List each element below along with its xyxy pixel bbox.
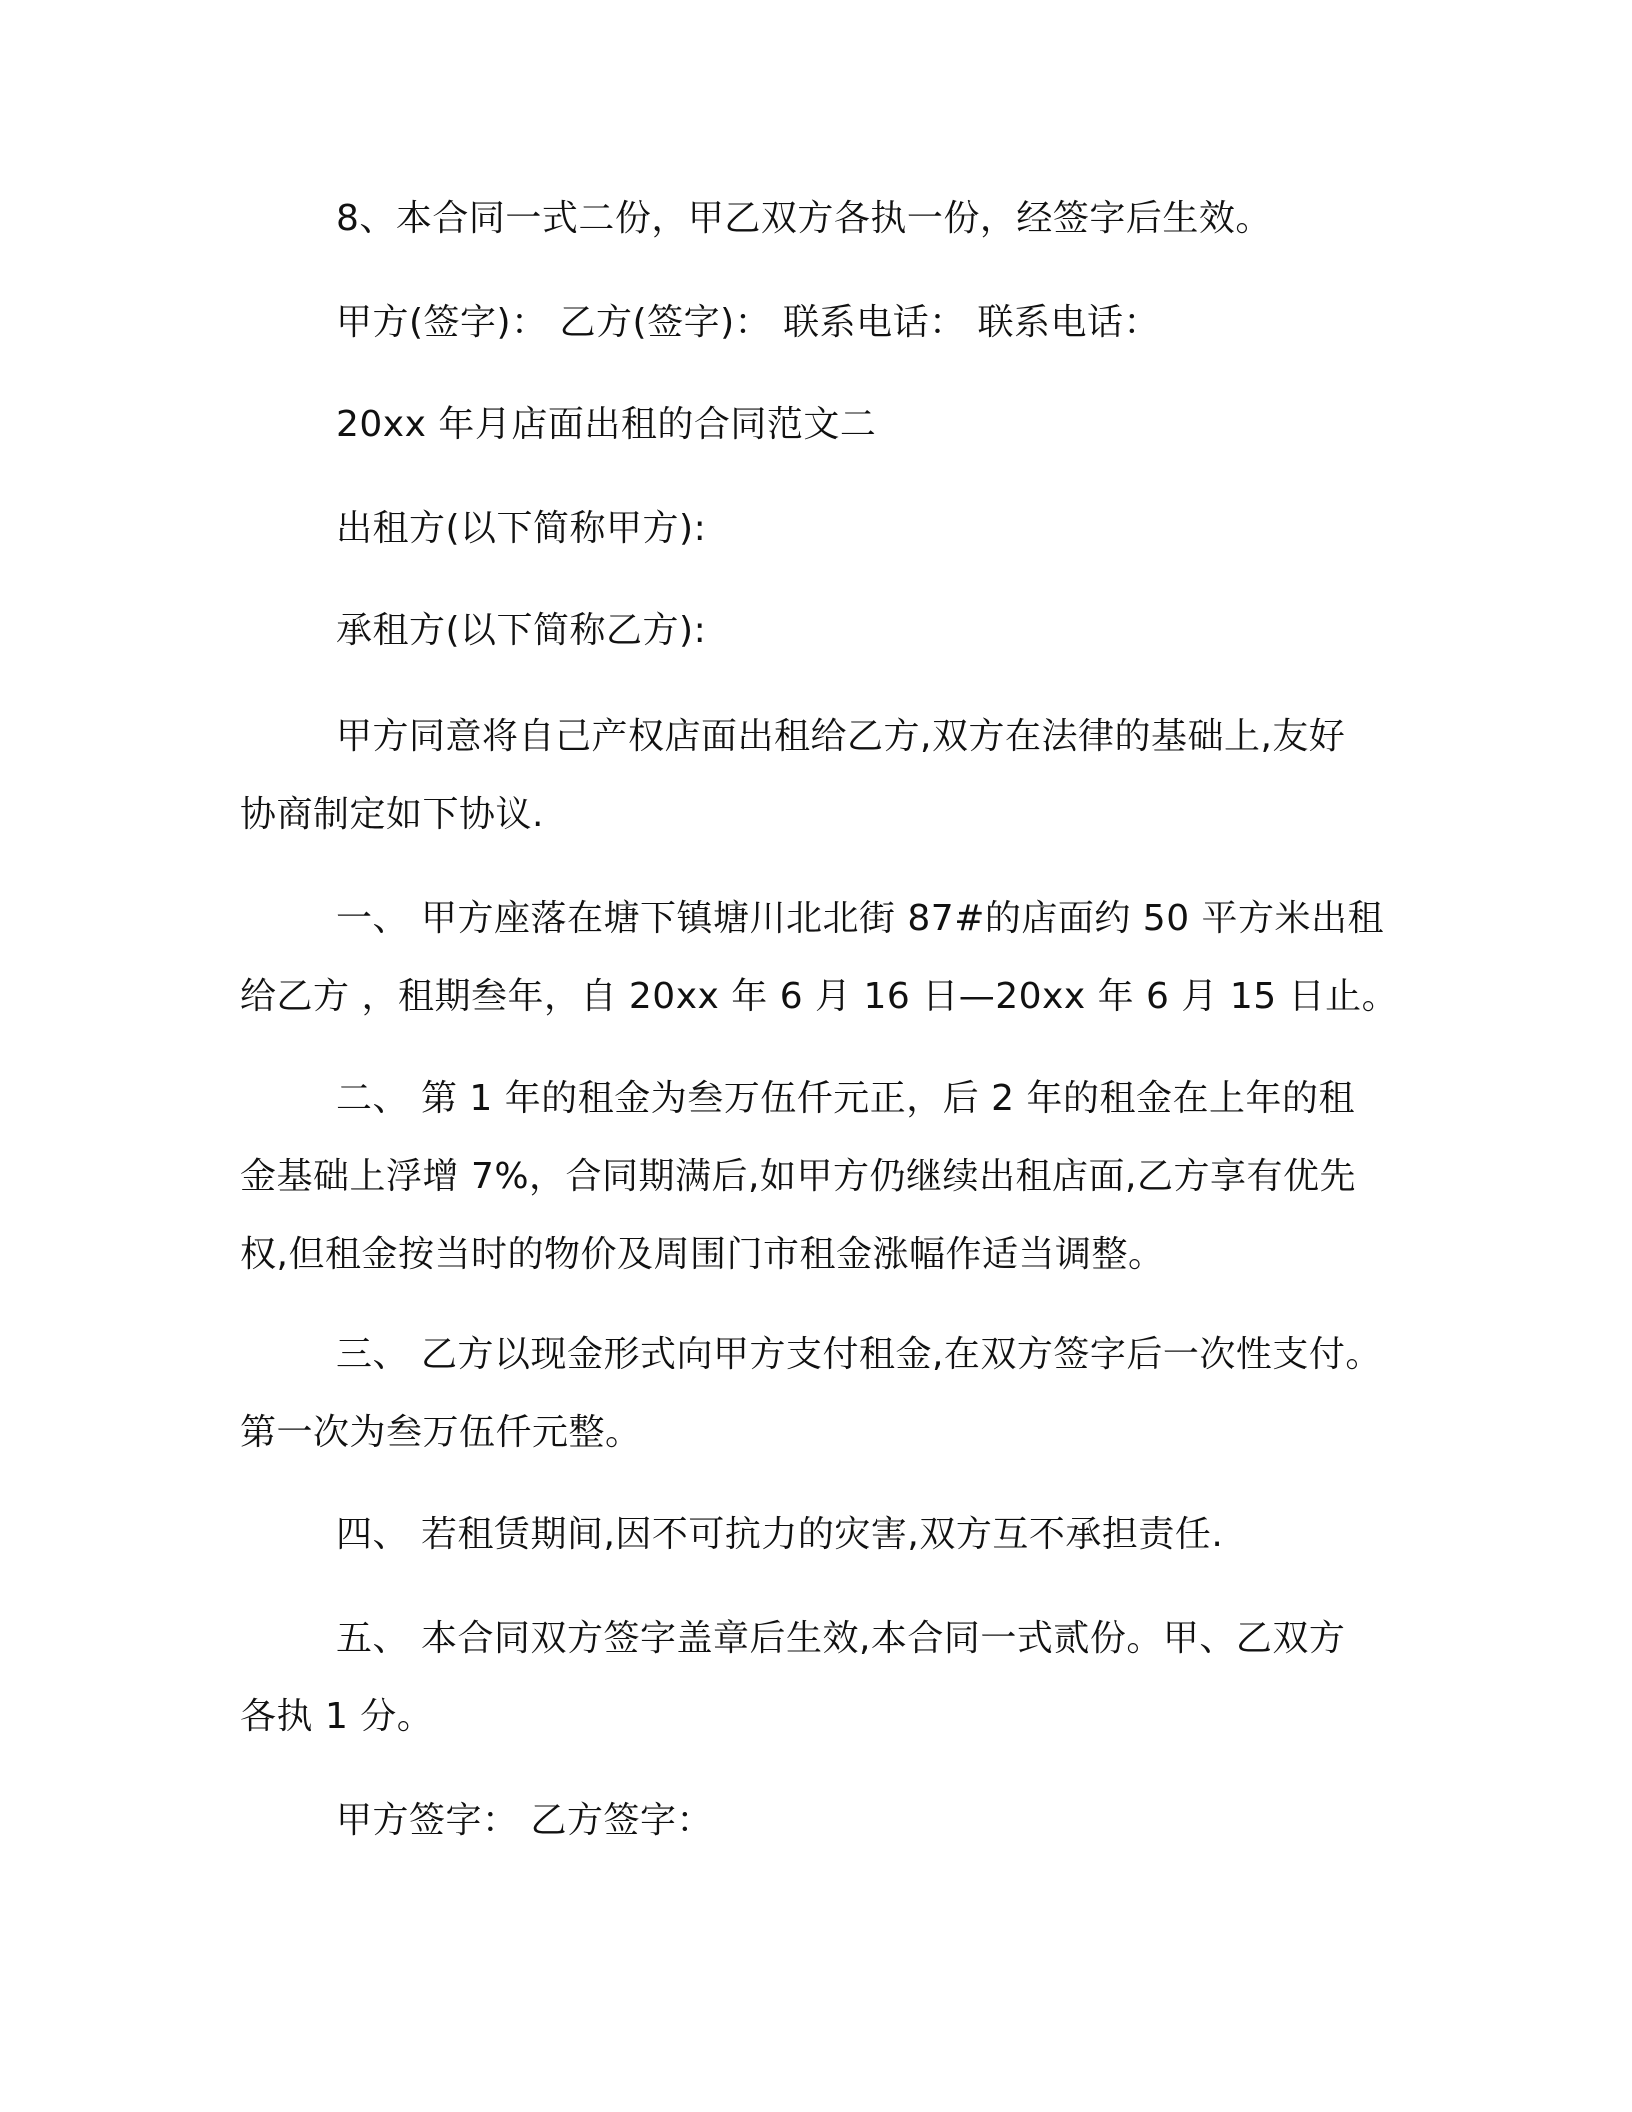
article-2-line-3: 权,但租金按当时的物价及周围门市租金涨幅作适当调整。 [240,1234,1165,1275]
lessor-line: 出租方(以下简称甲方): [336,508,707,549]
article-5-line-1: 五、 本合同双方签字盖章后生效,本合同一式贰份。甲、乙双方 [336,1618,1346,1659]
signature-line-1: 甲方(签字)： 乙方(签字)： 联系电话： 联系电话： [336,302,1161,343]
lessee-line: 承租方(以下简称乙方): [336,610,707,651]
article-3-line-1: 三、 乙方以现金形式向甲方支付租金,在双方签字后一次性支付。 [336,1334,1382,1375]
article-1-line-1: 一、 甲方座落在塘下镇塘川北北街 87#的店面约 50 平方米出租 [336,898,1385,939]
clause-8: 8、本合同一式二份，甲乙双方各执一份，经签字后生效。 [336,198,1272,239]
article-2 [240,1060,1400,1294]
article-2-line-2: 金基础上浮增 7%，合同期满后,如甲方仍继续出租店面,乙方享有优先 [240,1156,1356,1197]
section-title: 20xx 年月店面出租的合同范文二 [336,404,877,445]
intro-line-2: 协商制定如下协议. [240,794,544,835]
intro-paragraph [240,698,1400,854]
article-5-line-2: 各执 1 分。 [240,1696,434,1737]
signature-line-2: 甲方签字： 乙方签字： [336,1800,713,1841]
article-3-line-2: 第一次为叁万伍仟元整。 [240,1412,642,1453]
article-1-line-2: 给乙方 ，租期叁年，自 20xx 年 6 月 16 日—20xx 年 6 月 15 日止。 [240,976,1399,1017]
article-3 [240,1316,1400,1472]
article-4: 四、 若租赁期间,因不可抗力的灾害,双方互不承担责任. [336,1514,1224,1555]
intro-line-1: 甲方同意将自己产权店面出租给乙方,双方在法律的基础上,友好 [336,716,1346,757]
article-1 [240,880,1400,1036]
article-2-line-1: 二、 第 1 年的租金为叁万伍仟元正，后 2 年的租金在上年的租 [336,1078,1356,1119]
article-5 [240,1600,1400,1756]
